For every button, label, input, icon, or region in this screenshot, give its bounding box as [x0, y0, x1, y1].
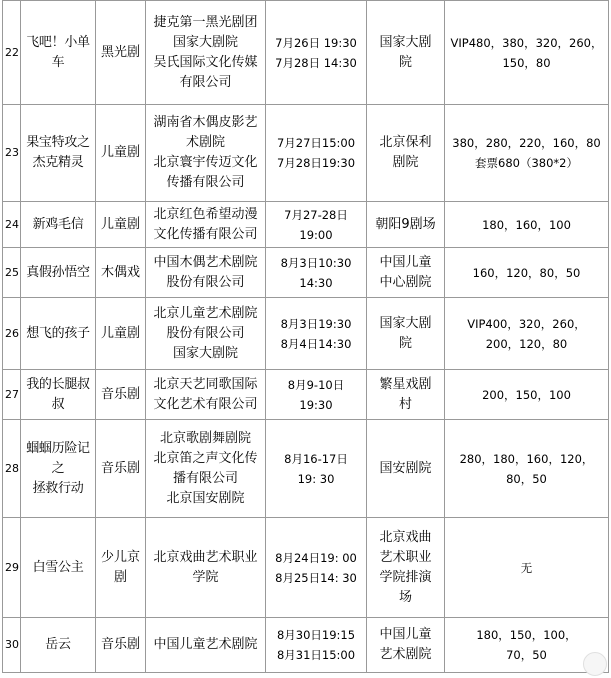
organizer-cell-line: 学院: [192, 569, 219, 585]
price-cell: [445, 1, 609, 105]
organizer-cell-line: 播有限公司: [172, 470, 238, 486]
price-cell-line: 180，150，100，: [476, 628, 577, 642]
genre-cell-line: 音乐剧: [100, 460, 140, 476]
venue-cell-line: 院: [398, 54, 412, 70]
row-number-cell: 28: [3, 420, 21, 518]
time-cell-line: 8月4日14:30: [280, 336, 352, 351]
title-cell: [21, 518, 96, 618]
row-number-cell: 29: [3, 518, 21, 618]
performance-table: [2, 0, 609, 673]
title-cell-line: 飞吧！小单: [26, 34, 90, 50]
time-cell-line: 19: 30: [297, 471, 335, 486]
venue-cell: [367, 420, 445, 518]
title-cell-line: 真假孙悟空: [26, 264, 90, 280]
organizer-cell-line: 股份有限公司: [166, 274, 245, 290]
price-cell-line: 200，150，100: [482, 387, 571, 402]
time-cell-line: 7月27-28日: [284, 207, 348, 222]
time-cell: [266, 370, 367, 420]
organizer-cell: [146, 1, 266, 105]
genre-cell: [96, 370, 146, 420]
price-cell-line: 150，80: [502, 55, 551, 70]
venue-cell-line: 场: [398, 589, 412, 605]
time-cell-line: 19:30: [299, 397, 333, 412]
time-cell-line: 7月28日 14:30: [275, 55, 357, 70]
price-cell-line: VIP400，320，260，: [467, 316, 586, 331]
table-row: [3, 248, 609, 298]
time-cell: [266, 248, 367, 298]
organizer-cell-line: 湖南省木偶皮影艺: [153, 115, 258, 130]
table-row: [3, 298, 609, 370]
table-body: [3, 1, 609, 673]
time-cell: [266, 202, 367, 248]
time-cell-line: 7月28日19:30: [276, 156, 356, 170]
genre-cell: [96, 420, 146, 518]
organizer-cell-line: 北京天艺同歌国际: [153, 376, 258, 392]
price-cell-line: VIP480，380，320，260，: [450, 35, 603, 50]
time-cell-line: 8月3日10:30: [280, 255, 352, 270]
row-number-cell: 30: [3, 618, 21, 673]
venue-cell: [367, 202, 445, 248]
genre-cell: [96, 248, 146, 298]
row-number-cell: 24: [3, 202, 21, 248]
genre-cell: [96, 618, 146, 673]
venue-cell-line: 繁星戏剧: [379, 376, 432, 392]
table-row: [3, 105, 609, 202]
venue-cell: [367, 298, 445, 370]
time-cell-line: 14:30: [299, 275, 333, 290]
time-cell-line: 8月16-17日: [284, 451, 348, 466]
organizer-cell-line: 国家大剧院: [172, 345, 238, 361]
genre-cell-line: 少儿京: [100, 549, 140, 565]
time-cell-line: 8月25日14: 30: [275, 570, 357, 585]
table-row: [3, 420, 609, 518]
genre-cell: [96, 202, 146, 248]
genre-cell: [96, 518, 146, 618]
title-cell-line: 白雪公主: [32, 559, 84, 575]
time-cell: [266, 618, 367, 673]
venue-cell: [367, 105, 445, 202]
time-cell-line: 8月24日19: 00: [275, 550, 357, 565]
table-row: [3, 618, 609, 673]
table-row: [3, 370, 609, 420]
venue-cell-line: 国安剧院: [379, 460, 432, 476]
organizer-cell: [146, 105, 266, 202]
organizer-cell: [146, 370, 266, 420]
watermark-logo: [583, 652, 607, 676]
venue-cell-line: 中国儿童: [379, 254, 432, 270]
row-number-cell: 25: [3, 248, 21, 298]
title-cell-line: 新鸡毛信: [32, 216, 84, 232]
title-cell: [21, 420, 96, 518]
organizer-cell-line: 北京寰宇传迈文化: [153, 155, 258, 170]
price-cell: [445, 202, 609, 248]
organizer-cell: [146, 420, 266, 518]
organizer-cell: [146, 248, 266, 298]
price-cell: [445, 298, 609, 370]
row-number-cell: 22: [3, 1, 21, 105]
time-cell-line: 8月9-10日: [287, 377, 345, 392]
price-cell-line: 70，50: [506, 648, 547, 662]
organizer-cell-line: 北京笛之声文化传: [153, 450, 258, 466]
title-cell-line: 车: [51, 54, 65, 70]
venue-cell: [367, 618, 445, 673]
organizer-cell-line: 捷克第一黑光剧团: [153, 14, 258, 30]
organizer-cell-line: 吴氏国际文化传媒: [153, 54, 258, 70]
row-number-cell: 27: [3, 370, 21, 420]
organizer-cell-line: 北京儿童艺术剧院: [153, 305, 258, 321]
table-row: [3, 518, 609, 618]
price-cell: [445, 420, 609, 518]
genre-cell-line: 音乐剧: [100, 637, 140, 652]
price-cell-line: 160，120，80，50: [472, 265, 581, 280]
venue-cell: [367, 1, 445, 105]
organizer-cell-line: 北京红色希望动漫: [153, 206, 258, 222]
organizer-cell-line: 中国儿童艺术剧院: [153, 637, 258, 652]
organizer-cell: [146, 202, 266, 248]
price-cell-line: 200，120，80: [485, 336, 568, 351]
table-row: [3, 1, 609, 105]
title-cell-line: 拯救行动: [32, 480, 84, 496]
title-cell-line: 想飞的孩子: [26, 325, 90, 341]
genre-cell-line: 音乐剧: [100, 386, 140, 402]
organizer-cell-line: 北京歌剧舞剧院: [159, 430, 251, 446]
title-cell: [21, 202, 96, 248]
venue-cell-line: 剧院: [392, 155, 419, 170]
organizer-cell-line: 北京国安剧院: [166, 490, 245, 506]
title-cell: [21, 298, 96, 370]
price-cell: [445, 518, 609, 618]
time-cell: [266, 420, 367, 518]
venue-cell: [367, 370, 445, 420]
organizer-cell-line: 术剧院: [185, 135, 225, 150]
venue-cell: [367, 518, 445, 618]
price-cell-line: 80，50: [506, 471, 547, 486]
venue-cell-line: 村: [398, 396, 412, 412]
price-cell-line: 280，180，160，120，: [459, 451, 594, 466]
organizer-cell-line: 传播有限公司: [166, 175, 245, 190]
genre-cell-line: 剧: [113, 569, 127, 585]
time-cell-line: 7月26日 19:30: [275, 35, 357, 50]
time-cell: [266, 518, 367, 618]
table-row: [3, 202, 609, 248]
price-cell: [445, 248, 609, 298]
organizer-cell-line: 文化艺术有限公司: [153, 396, 258, 412]
title-cell-line: 我的长腿叔: [26, 376, 90, 392]
organizer-cell: [146, 298, 266, 370]
organizer-cell-line: 中国木偶艺术剧院: [153, 254, 258, 270]
venue-cell-line: 国家大剧: [379, 315, 432, 331]
organizer-cell: [146, 518, 266, 618]
venue-cell-line: 学院排演: [379, 569, 432, 585]
venue-cell-line: 国家大剧: [379, 34, 432, 50]
venue-cell-line: 艺术职业: [379, 549, 432, 565]
title-cell-line: 岳云: [45, 637, 71, 652]
title-cell: [21, 1, 96, 105]
price-cell-line: 380，280，220，160，80: [452, 136, 601, 150]
genre-cell-line: 黑光剧: [100, 44, 140, 60]
organizer-cell-line: 股份有限公司: [166, 325, 245, 341]
title-cell-line: 果宝特攻之: [26, 135, 90, 150]
price-cell-line: 无: [520, 560, 533, 575]
time-cell-line: 7月27日15:00: [276, 136, 356, 150]
time-cell-line: 8月30日19:15: [276, 628, 356, 642]
row-number-cell: 23: [3, 105, 21, 202]
venue-cell-line: 中心剧院: [379, 274, 432, 290]
genre-cell: [96, 1, 146, 105]
organizer-cell-line: 北京戏曲艺术职业: [153, 549, 258, 565]
organizer-cell-line: 有限公司: [179, 74, 232, 90]
genre-cell-line: 儿童剧: [100, 145, 140, 160]
venue-cell-line: 院: [398, 335, 412, 351]
genre-cell-line: 儿童剧: [100, 325, 140, 341]
genre-cell: [96, 105, 146, 202]
title-cell-line: 叔: [51, 396, 65, 412]
genre-cell-line: 木偶戏: [100, 264, 140, 280]
venue-cell-line: 艺术剧院: [379, 647, 432, 662]
title-cell: [21, 105, 96, 202]
genre-cell-line: 儿童剧: [100, 216, 140, 232]
time-cell-line: 8月31日15:00: [276, 648, 356, 662]
venue-cell: [367, 248, 445, 298]
price-cell: [445, 370, 609, 420]
venue-cell-line: 北京保利: [379, 135, 432, 150]
venue-cell-line: 中国儿童: [379, 627, 432, 642]
time-cell-line: 8月3日19:30: [280, 316, 352, 331]
title-cell: [21, 618, 96, 673]
title-cell: [21, 370, 96, 420]
title-cell-line: 杰克精灵: [32, 155, 84, 170]
genre-cell: [96, 298, 146, 370]
price-cell: [445, 105, 609, 202]
time-cell: [266, 1, 367, 105]
title-cell-line: 之: [51, 460, 65, 476]
organizer-cell: [146, 618, 266, 673]
time-cell-line: 19:00: [299, 227, 333, 242]
price-cell-line: 套票680（380*2）: [475, 156, 578, 170]
venue-cell-line: 北京戏曲: [379, 529, 432, 545]
title-cell-line: 蝈蝈历险记: [26, 440, 90, 456]
time-cell: [266, 105, 367, 202]
organizer-cell-line: 国家大剧院: [172, 34, 238, 50]
organizer-cell-line: 文化传播有限公司: [153, 226, 258, 242]
time-cell: [266, 298, 367, 370]
title-cell: [21, 248, 96, 298]
row-number-cell: 26: [3, 298, 21, 370]
venue-cell-line: 朝阳9剧场: [375, 216, 436, 232]
price-cell-line: 180，160，100: [482, 217, 571, 232]
